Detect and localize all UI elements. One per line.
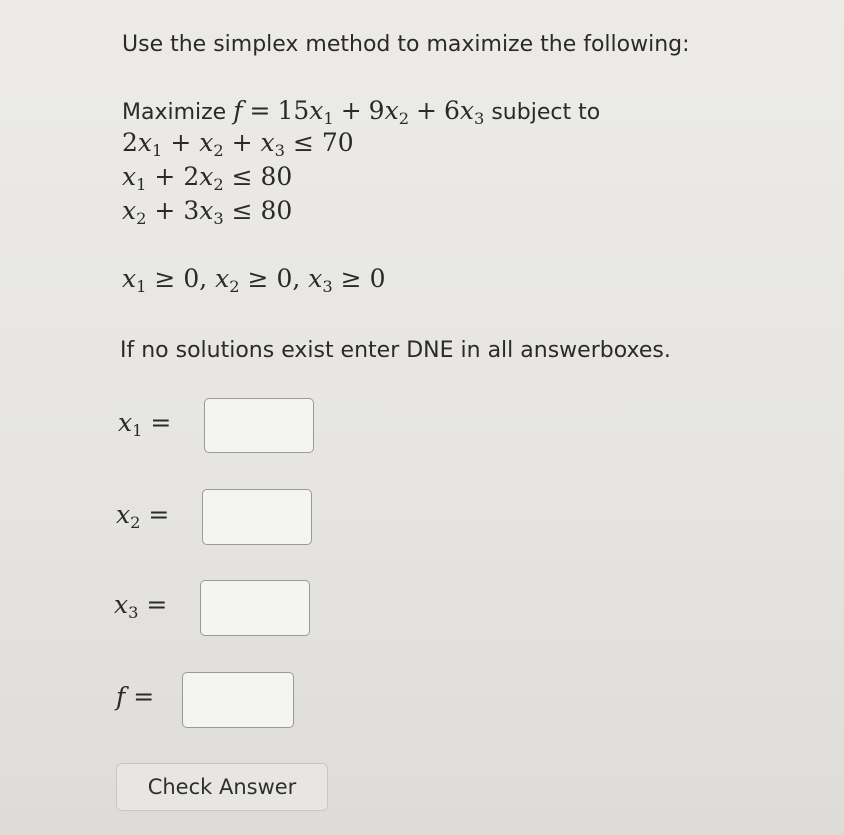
plus-1: + [340, 96, 362, 125]
coef-3: 6 [443, 96, 460, 125]
var-x3: $x_3$ [459, 96, 485, 128]
plus-2: + [416, 96, 437, 125]
nonnegativity-constraints: $x_1 \ge 0$, $x_2 \ge 0$, $x_3 \ge 0$ [122, 264, 386, 296]
subject-to-label: subject to [491, 100, 601, 125]
f-answer-input[interactable] [182, 672, 294, 728]
x3-label: $x_3$ = [114, 590, 168, 622]
objective-eq: = [249, 96, 271, 125]
x1-label: $x_1$ = [118, 408, 172, 440]
x3-answer-input[interactable] [200, 580, 310, 636]
coef-1: 15 [277, 96, 310, 125]
constraint-2: $x_1 + 2x_2 \le 80$ [122, 162, 293, 194]
instruction-text: Use the simplex method to maximize the following: [122, 32, 690, 57]
x2-answer-input[interactable] [202, 489, 312, 545]
var-x1: $x_1$ [309, 96, 334, 128]
x1-answer-input[interactable] [204, 398, 314, 453]
objective-line [122, 96, 600, 128]
f-label: f = [116, 682, 155, 711]
constraint-1: $2x_1 + x_2 + x_3 \le 70$ [122, 128, 354, 160]
var-x2: $x_2$ [384, 96, 410, 128]
x2-label: $x_2$ = [116, 500, 170, 532]
check-answer-button[interactable]: Check Answer [116, 763, 328, 811]
constraint-3: $x_2 + 3x_3 \le 80$ [122, 196, 293, 228]
maximize-label: Maximize [122, 100, 227, 125]
coef-2: 9 [368, 96, 385, 125]
objective-f: f [233, 96, 243, 125]
dne-instruction: If no solutions exist enter DNE in all answerboxes. [120, 338, 671, 363]
